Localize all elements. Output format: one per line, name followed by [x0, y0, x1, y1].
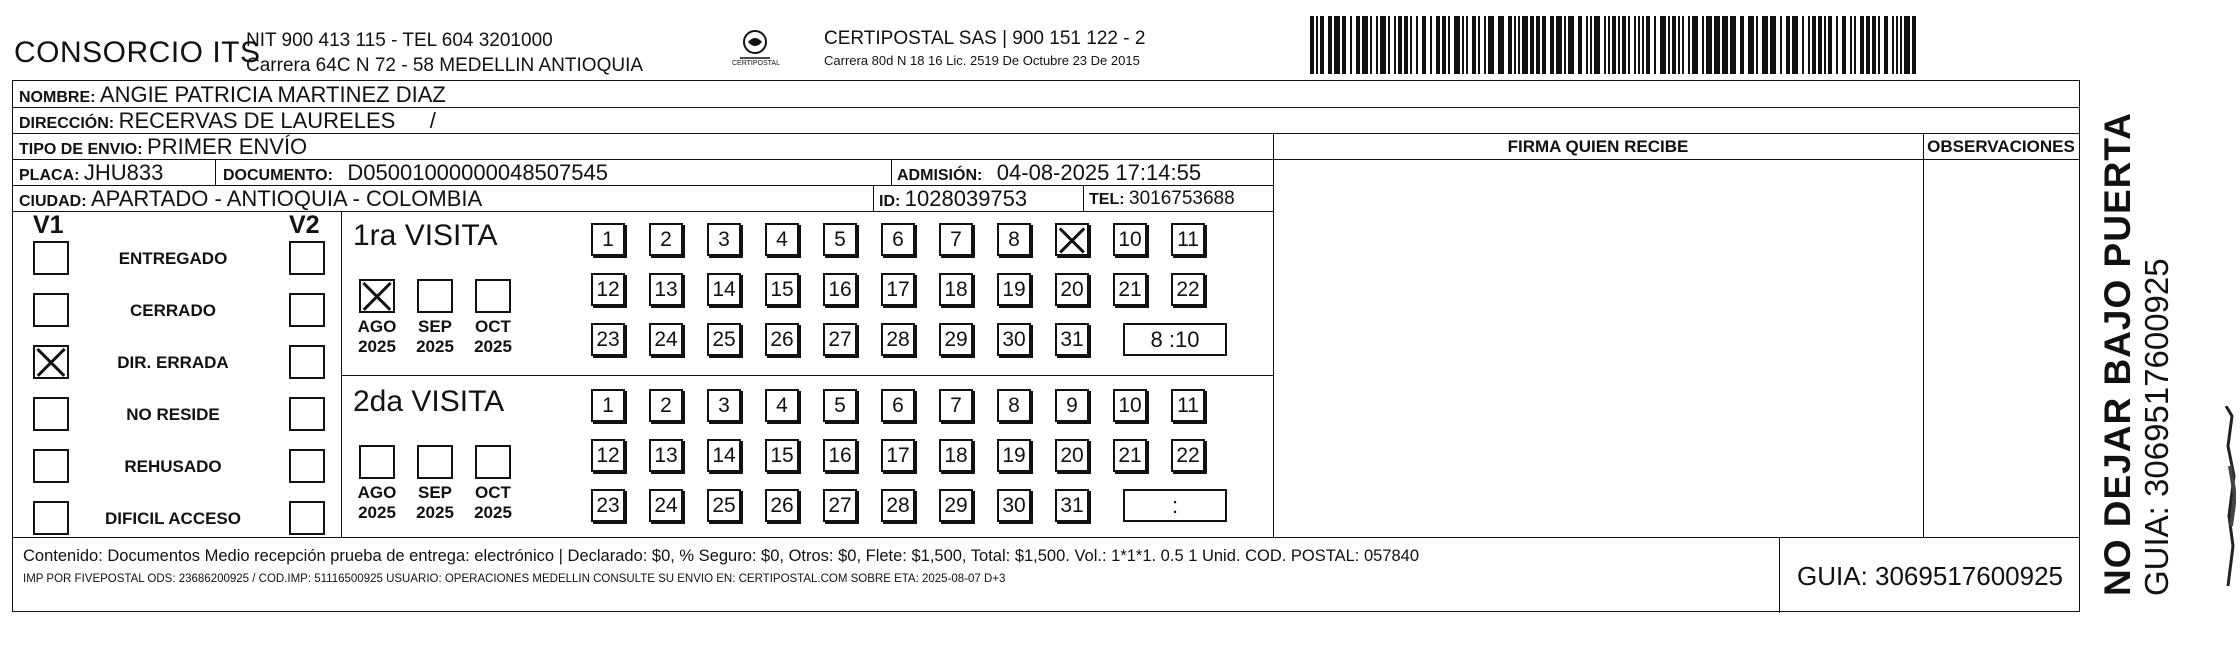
month-name: AGO [357, 483, 397, 502]
day-box[interactable]: 25 [707, 323, 741, 356]
barcode-bar [1612, 16, 1616, 74]
contenido-line: Contenido: Documentos Medio recepción prueba de entrega: electrónico | Declarado: $0, % Seguro: $0, Otros: $0, Flete: $1,500, Total: $1,500. Vol.: 1*1*1. 0.5 1 Unid. COD. POSTAL: 057840 [23, 547, 1420, 565]
barcode-bar [1436, 16, 1440, 74]
barcode-bar [1542, 16, 1546, 74]
barcode-bar [1672, 16, 1676, 74]
day-box[interactable]: 15 [765, 273, 799, 306]
v1-checkbox[interactable] [33, 501, 69, 535]
barcode-bar [1442, 16, 1446, 74]
barcode-bar [1388, 16, 1390, 74]
scan-edge-mark [2220, 406, 2236, 586]
tipo-envio-value: PRIMER ENVÍO [147, 134, 308, 159]
nit-line: NIT 900 413 115 - TEL 604 3201000 [246, 30, 553, 51]
documento-label: DOCUMENTO: [223, 167, 333, 184]
placa-value: JHU833 [83, 160, 164, 185]
id-label: ID: [879, 193, 901, 210]
barcode-bar [1622, 16, 1626, 74]
month-name: OCT [475, 317, 511, 336]
placa-label: PLACA: [19, 167, 80, 184]
month-year: 2025 [358, 337, 396, 356]
barcode-bar [1564, 16, 1566, 74]
barcode-bar [1860, 16, 1864, 74]
day-box[interactable]: 6 [881, 389, 915, 422]
day-box[interactable]: 4 [765, 223, 799, 256]
barcode-bar [1878, 16, 1880, 74]
side-guia-text: GUIA: 3069517600925 [2138, 258, 2175, 596]
month-year: 2025 [416, 337, 454, 356]
day-box[interactable]: 17 [881, 439, 915, 472]
id-value: 1028039753 [904, 186, 1028, 211]
nombre-value: ANGIE PATRICIA MARTINEZ DIAZ [99, 82, 446, 107]
barcode-bar [1466, 16, 1468, 74]
barcode-bar [1478, 16, 1480, 74]
barcode-bar [1722, 16, 1728, 74]
documento-value: D05001000000048507545 [347, 160, 608, 185]
barcode-bar [1660, 16, 1666, 74]
admision-value: 04-08-2025 17:14:55 [996, 160, 1202, 185]
barcode-bar [1578, 16, 1582, 74]
v1-header: V1 [33, 211, 64, 239]
v1-checkbox[interactable] [33, 449, 69, 483]
barcode-bar [1530, 16, 1534, 74]
barcode-bar [1356, 16, 1360, 74]
day-box[interactable]: 12 [591, 439, 625, 472]
imp-line: IMP POR FIVEPOSTAL ODS: 23686200925 / COD.IMP: 51116500925 USUARIO: OPERACIONES MEDELLIN CONSULTE SU ENVIO EN: CERTIPOSTAL.COM SOBRE ETA: 2025-08-07 D+3 [23, 573, 1006, 585]
barcode-bar [1912, 16, 1916, 74]
month-label [408, 483, 462, 523]
certipostal-info [824, 28, 1145, 72]
ciudad-label: CIUDAD: [19, 193, 87, 210]
day-box[interactable]: 16 [823, 439, 857, 472]
month-checkbox[interactable] [417, 445, 453, 479]
barcode-bar [1404, 16, 1408, 74]
day-box[interactable] [1055, 223, 1089, 256]
day-box[interactable]: 3 [707, 223, 741, 256]
day-box[interactable]: 29 [939, 323, 973, 356]
month-label [350, 317, 404, 357]
barcode-bar [1604, 16, 1606, 74]
month-label [350, 483, 404, 523]
day-box[interactable]: 18 [939, 439, 973, 472]
month-checkbox[interactable] [475, 279, 511, 313]
barcode-bar [1842, 16, 1846, 74]
barcode-bar [1462, 16, 1464, 74]
logo-text: CERTIPOSTAL [732, 60, 780, 67]
day-box[interactable]: 15 [765, 439, 799, 472]
barcode-bar [1448, 16, 1450, 74]
day-box[interactable]: 11 [1171, 223, 1205, 256]
status-reason-label: REHUSADO [124, 457, 222, 476]
barcode-bar [1328, 16, 1332, 74]
day-box[interactable]: 30 [997, 489, 1031, 522]
visit-time-field[interactable]: 8 :10 [1123, 323, 1227, 356]
barcode-bar [1854, 16, 1856, 74]
barcode-bar [1654, 16, 1656, 74]
barcode-bar [1422, 16, 1426, 74]
barcode-bar [1508, 16, 1512, 74]
address-line: Carrera 64C N 72 - 58 MEDELLIN ANTIOQUIA [246, 55, 644, 76]
day-box[interactable]: 14 [707, 439, 741, 472]
barcode-bar [1740, 16, 1744, 74]
barcode-bar [1836, 16, 1838, 74]
direccion-mark: / [429, 108, 436, 133]
day-box[interactable]: 29 [939, 489, 973, 522]
barcode-bar [1872, 16, 1876, 74]
month-year: 2025 [358, 503, 396, 522]
v2-checkbox[interactable] [289, 501, 325, 535]
v2-checkbox[interactable] [289, 293, 325, 327]
barcode-bar [1430, 16, 1432, 74]
v2-header: V2 [289, 211, 320, 239]
v1-checkbox[interactable] [33, 241, 69, 275]
barcode-bar [1608, 16, 1610, 74]
day-box[interactable]: 27 [823, 323, 857, 356]
company-info [246, 28, 643, 78]
barcode-bar [1812, 16, 1816, 74]
month-name: SEP [417, 317, 453, 336]
day-box[interactable]: 22 [1171, 273, 1205, 306]
barcode-bar [1316, 16, 1318, 74]
day-box[interactable]: 13 [649, 439, 683, 472]
brand-name: CONSORCIO ITS [14, 36, 261, 69]
barcode-bar [1892, 16, 1894, 74]
month-name: AGO [357, 317, 397, 336]
day-box[interactable]: 8 [997, 223, 1031, 256]
month-checkbox[interactable] [359, 445, 395, 479]
barcode-bar [1642, 16, 1644, 74]
barcode-bar [1646, 16, 1650, 74]
observaciones-header: OBSERVACIONES [1927, 137, 2075, 156]
month-name: SEP [417, 483, 453, 502]
day-box[interactable]: 5 [823, 223, 857, 256]
day-box[interactable]: 22 [1171, 439, 1205, 472]
day-box[interactable]: 1 [591, 223, 625, 256]
barcode-bar [1342, 16, 1346, 74]
form-table [12, 80, 2080, 612]
day-box[interactable]: 5 [823, 389, 857, 422]
day-box[interactable]: 26 [765, 323, 799, 356]
month-name: OCT [475, 483, 511, 502]
barcode-bar [1488, 16, 1494, 74]
day-box[interactable]: 24 [649, 489, 683, 522]
day-box[interactable]: 28 [881, 489, 915, 522]
barcode-bar [1536, 16, 1540, 74]
barcode-bar [1398, 16, 1402, 74]
barcode-bar [1484, 16, 1486, 74]
barcode-bar [1590, 16, 1592, 74]
day-box[interactable]: 10 [1113, 223, 1147, 256]
barcode-bar [1824, 16, 1826, 74]
barcode-bar [1454, 16, 1460, 74]
day-box[interactable]: 18 [939, 273, 973, 306]
status-reason-label: CERRADO [130, 301, 216, 320]
barcode-bar [1706, 16, 1712, 74]
side-notice [2098, 112, 2176, 596]
barcode-bar [1692, 16, 1698, 74]
barcode-bar [1376, 16, 1378, 74]
barcode-bar [1362, 16, 1368, 74]
tipo-envio-label: TIPO DE ENVIO: [19, 141, 143, 158]
barcode-bar [1410, 16, 1412, 74]
day-box[interactable]: 1 [591, 389, 625, 422]
barcode-bar [1682, 16, 1684, 74]
day-box[interactable]: 21 [1113, 439, 1147, 472]
barcode-bar [1556, 16, 1562, 74]
barcode-bar [1472, 16, 1476, 74]
side-notice-text: NO DEJAR BAJO PUERTA [2097, 112, 2138, 596]
barcode-bar [1802, 16, 1804, 74]
certipostal-line: CERTIPOSTAL SAS | 900 151 122 - 2 [824, 28, 1146, 49]
barcode-bar [1394, 16, 1396, 74]
barcode-bar [1714, 16, 1720, 74]
visit-title: 1ra VISITA [353, 219, 498, 252]
barcode-bar [1668, 16, 1670, 74]
day-box[interactable]: 31 [1055, 489, 1089, 522]
tel-value: 3016753688 [1129, 188, 1235, 209]
month-label [466, 317, 520, 357]
day-box[interactable]: 10 [1113, 389, 1147, 422]
day-box[interactable]: 21 [1113, 273, 1147, 306]
day-box[interactable]: 28 [881, 323, 915, 356]
visit-title: 2da VISITA [353, 385, 505, 418]
day-box[interactable]: 13 [649, 273, 683, 306]
delivery-slip [6, 6, 2234, 642]
v1-checkbox[interactable] [33, 397, 69, 431]
admision-label: ADMISIÓN: [897, 167, 983, 184]
day-box[interactable]: 8 [997, 389, 1031, 422]
barcode-bar [1638, 16, 1640, 74]
day-box[interactable]: 7 [939, 223, 973, 256]
direccion-value: RECERVAS DE LAURELES [118, 108, 396, 133]
day-box[interactable]: 23 [591, 489, 625, 522]
ciudad-value: APARTADO - ANTIOQUIA - COLOMBIA [91, 186, 483, 211]
barcode-bar [1896, 16, 1898, 74]
barcode-bar [1320, 16, 1324, 74]
barcode-bar [1370, 16, 1372, 74]
v2-checkbox[interactable] [289, 449, 325, 483]
guia-box [1779, 539, 2081, 613]
guia-number: GUIA: 3069517600925 [1797, 561, 2063, 591]
v2-checkbox[interactable] [289, 345, 325, 379]
month-checkbox[interactable] [417, 279, 453, 313]
barcode-bar [1828, 16, 1832, 74]
day-box[interactable]: 12 [591, 273, 625, 306]
day-box[interactable]: 19 [997, 273, 1031, 306]
barcode-bar [1618, 16, 1620, 74]
month-year: 2025 [416, 503, 454, 522]
barcode-bar [1762, 16, 1768, 74]
barcode-bar [1702, 16, 1704, 74]
month-year: 2025 [474, 503, 512, 522]
barcode-bar [1900, 16, 1902, 74]
day-box[interactable]: 24 [649, 323, 683, 356]
barcode-bar [1550, 16, 1554, 74]
day-box[interactable]: 20 [1055, 439, 1089, 472]
barcode-bar [1628, 16, 1630, 74]
day-box[interactable]: 16 [823, 273, 857, 306]
barcode-bar [1416, 16, 1418, 74]
tel-label: TEL: [1089, 191, 1125, 208]
barcode-bar [1634, 16, 1636, 74]
barcode [1306, 16, 1922, 74]
barcode-bar [1518, 16, 1520, 74]
barcode-bar [1808, 16, 1810, 74]
barcode-bar [1904, 16, 1910, 74]
month-checkbox[interactable] [359, 279, 395, 313]
barcode-bar [1310, 16, 1314, 74]
day-box[interactable]: 31 [1055, 323, 1089, 356]
barcode-bar [1380, 16, 1386, 74]
status-reason-label: ENTREGADO [118, 249, 228, 268]
day-box[interactable]: 19 [997, 439, 1031, 472]
day-box[interactable]: 20 [1055, 273, 1089, 306]
v1-checkbox[interactable] [33, 345, 69, 379]
month-year: 2025 [474, 337, 512, 356]
barcode-bar [1514, 16, 1516, 74]
barcode-bar [1730, 16, 1736, 74]
day-box[interactable]: 26 [765, 489, 799, 522]
day-box[interactable]: 3 [707, 389, 741, 422]
status-reason-label: DIFICIL ACCESO [104, 509, 241, 528]
barcode-bar [1770, 16, 1776, 74]
day-box[interactable]: 23 [591, 323, 625, 356]
visit-time-field[interactable]: : [1123, 489, 1227, 522]
barcode-bar [1568, 16, 1574, 74]
v2-checkbox[interactable] [289, 397, 325, 431]
barcode-bar [1678, 16, 1680, 74]
day-box[interactable]: 14 [707, 273, 741, 306]
barcode-bar [1522, 16, 1528, 74]
barcode-bar [1688, 16, 1690, 74]
barcode-bar [1594, 16, 1600, 74]
status-reason-label: DIR. ERRADA [117, 353, 229, 372]
barcode-bar [1498, 16, 1504, 74]
status-reason-label: NO RESIDE [126, 405, 220, 424]
day-box[interactable]: 4 [765, 389, 799, 422]
day-box[interactable]: 9 [1055, 389, 1089, 422]
barcode-bar [1792, 16, 1798, 74]
month-label [408, 317, 462, 357]
day-box[interactable]: 17 [881, 273, 915, 306]
barcode-bar [1818, 16, 1822, 74]
day-box[interactable]: 30 [997, 323, 1031, 356]
barcode-bar [1756, 16, 1758, 74]
barcode-bar [1334, 16, 1340, 74]
v1-checkbox[interactable] [33, 293, 69, 327]
day-box[interactable]: 7 [939, 389, 973, 422]
barcode-bar [1884, 16, 1888, 74]
day-box[interactable]: 6 [881, 223, 915, 256]
barcode-bar [1786, 16, 1790, 74]
day-box[interactable]: 11 [1171, 389, 1205, 422]
firma-header: FIRMA QUIEN RECIBE [1507, 137, 1689, 156]
day-box[interactable]: 27 [823, 489, 857, 522]
barcode-bar [1748, 16, 1754, 74]
day-box[interactable]: 25 [707, 489, 741, 522]
barcode-bar [1350, 16, 1352, 74]
month-label [466, 483, 520, 523]
barcode-bar [1780, 16, 1782, 74]
nombre-label: NOMBRE: [19, 89, 96, 106]
barcode-bar [1866, 16, 1870, 74]
day-box[interactable]: 2 [649, 389, 683, 422]
month-checkbox[interactable] [475, 445, 511, 479]
direccion-label: DIRECCIÓN: [19, 115, 115, 132]
barcode-bar [1850, 16, 1852, 74]
barcode-bar [1586, 16, 1588, 74]
v2-checkbox[interactable] [289, 241, 325, 275]
day-box[interactable]: 2 [649, 223, 683, 256]
license-line: Carrera 80d N 18 16 Lic. 2519 De Octubre 23 De 2015 [824, 53, 1140, 68]
